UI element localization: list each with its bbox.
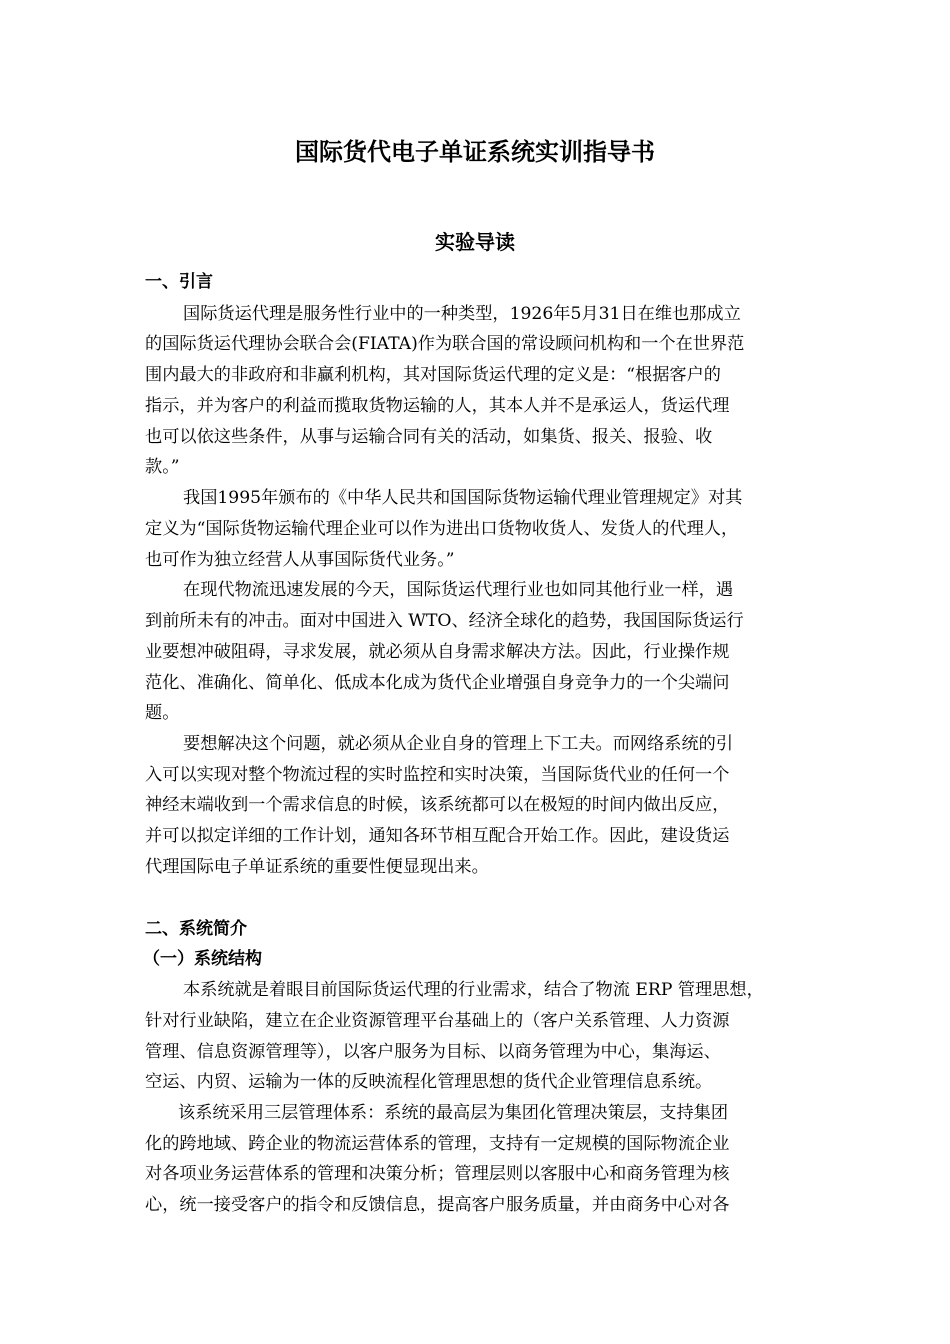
paragraph-line: 国际货运代理是服务性行业中的一种类型，1926年5月31日在维也那成立 [183,304,741,324]
paragraph-line: 该系统采用三层管理体系：系统的最高层为集团化管理决策层，支持集团 [178,1103,729,1123]
paragraph-line: 我国1995年颁布的《中华人民共和国国际货物运输代理业管理规定》对其 [183,488,743,508]
paragraph-line: 款。” [145,457,180,477]
paragraph-line: 化的跨地域、跨企业的物流运营体系的管理，支持有一定规模的国际物流企业 [145,1134,730,1154]
paragraph-line: 要想解决这个问题，就必须从企业自身的管理上下工夫。而网络系统的引 [183,734,734,754]
heading-introduction: 一、引言 [145,272,213,292]
paragraph-line: 题。 [145,703,180,723]
heading-system-overview: 二、系统简介 [145,919,247,939]
paragraph-line: 的国际货运代理协会联合会(FIATA)作为联合国的常设顾问机构和一个在世界范 [145,334,745,354]
paragraph-line: 心，统一接受客户的指令和反馈信息，提高客户服务质量，并由商务中心对各 [145,1195,730,1215]
paragraph-line: 代理国际电子单证系统的重要性便显现出来。 [145,857,489,877]
paragraph-line: 对各项业务运营体系的管理和决策分析；管理层则以客服中心和商务管理为核 [145,1164,730,1184]
paragraph-line: 也可以依这些条件，从事与运输合同有关的活动，如集货、报关、报验、收 [145,427,713,447]
paragraph-line: 业要想冲破阻碍，寻求发展，就必须从自身需求解决方法。因此，行业操作规 [145,642,730,662]
paragraph-line: 空运、内贸、运输为一体的反映流程化管理思想的货代企业管理信息系统。 [145,1072,713,1092]
paragraph-line: 针对行业缺陷，建立在企业资源管理平台基础上的（客户关系管理、人力资源 [145,1011,730,1031]
paragraph-line: 入可以实现对整个物流过程的实时监控和实时决策，当国际货代业的任何一个 [145,765,730,785]
section-title: 实验导读 [435,230,515,254]
paragraph-line: 本系统就是着眼目前国际货运代理的行业需求，结合了物流 ERP 管理思想， [183,980,764,1000]
paragraph-line: 范化、准确化、简单化、低成本化成为货代企业增强自身竞争力的一个尖端问 [145,673,730,693]
paragraph-line: 神经末端收到一个需求信息的时候，该系统都可以在极短的时间内做出反应， [145,795,730,815]
subheading-system-structure: （一）系统结构 [143,949,262,969]
paragraph-line: 在现代物流迅速发展的今天，国际货运代理行业也如同其他行业一样，遇 [183,580,734,600]
document-title: 国际货代电子单证系统实训指导书 [295,138,655,166]
paragraph-line: 指示，并为客户的利益而揽取货物运输的人，其本人并不是承运人，货运代理 [145,396,730,416]
paragraph-line: 到前所未有的冲击。面对中国进入 WTO、经济全球化的趋势，我国国际货运行 [145,611,744,631]
paragraph-line: 定义为“国际货物运输代理企业可以作为进出口货物收货人、发货人的代理人， [145,519,739,539]
paragraph-line: 围内最大的非政府和非赢利机构，其对国际货运代理的定义是：“根据客户的 [145,365,721,385]
paragraph-line: 管理、信息资源管理等），以客户服务为目标、以商务管理为中心，集海运、 [145,1042,721,1062]
paragraph-line: 也可作为独立经营人从事国际货代业务。” [145,550,455,570]
paragraph-line: 并可以拟定详细的工作计划，通知各环节相互配合开始工作。因此，建设货运 [145,826,730,846]
